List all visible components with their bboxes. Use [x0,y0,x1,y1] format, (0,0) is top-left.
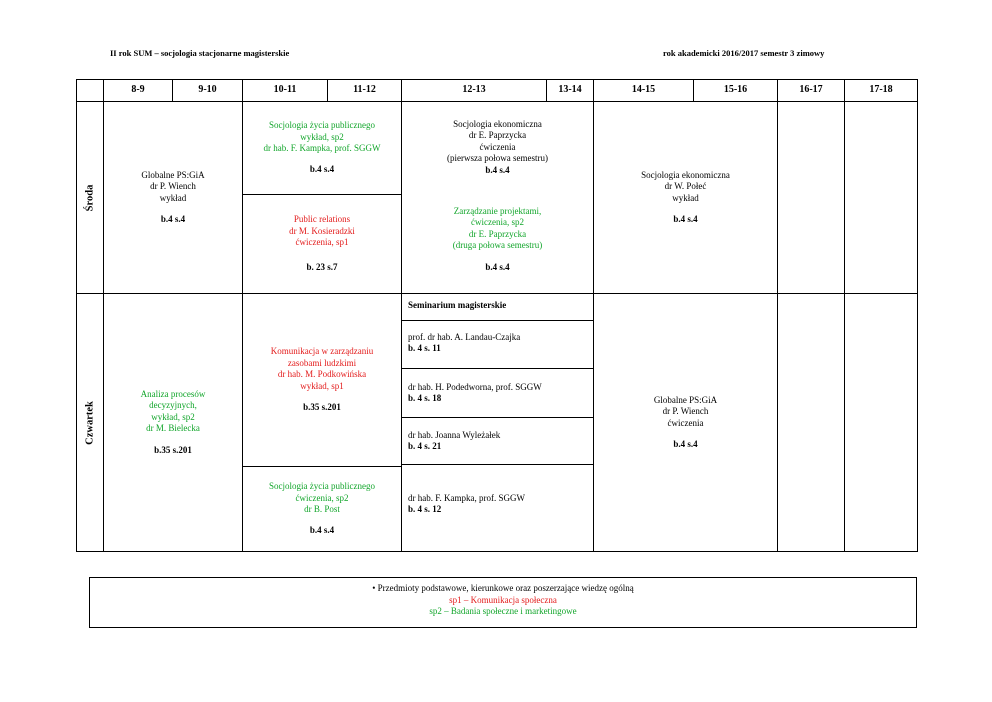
col-header-15-16: 15-16 [723,84,748,95]
class-socjologia-ekonomiczna-cwiczenia: Socjologia ekonomiczna dr E. Paprzycka ćwiczenia (pierwsza połowa semestru) b.4 s.4 [447,119,548,175]
class-socjologia-ekonomiczna-wyklad: Socjologia ekonomiczna dr W. Połeć wykład b.4 s.4 [641,169,730,224]
col-header-17-18: 17-18 [869,84,893,95]
seminarium-item: prof. dr hab. A. Landau-Czajka b. 4 s. 11 [408,332,521,353]
class-globalne-wyklad: Globalne PS:GiA dr P. Wiench wykład b.4 s.4 [141,169,205,224]
academic-year: rok akademicki 2016/2017 semestr 3 zimowy [663,48,825,58]
legend-box [89,577,917,628]
program-title: II rok SUM – socjologia stacjonarne magisterskie [110,48,290,58]
col-header-12-13: 12-13 [462,84,486,95]
legend-sp1: sp1 – Komunikacja społeczna [449,594,557,605]
class-socjologia-zycia-cwiczenia: Socjologia życia publicznego ćwiczenia, sp2 dr B. Post b.4 s.4 [269,481,375,536]
col-header-11-12: 11-12 [353,84,376,95]
seminarium-item: dr hab. F. Kampka, prof. SGGW b. 4 s. 12 [408,493,526,514]
col-header-16-17: 16-17 [799,84,823,95]
col-header-8-9: 8-9 [131,84,145,95]
col-header-14-15: 14-15 [631,84,656,95]
day-label-sroda: Środa [84,184,95,211]
col-header-13-14: 13-14 [558,84,582,95]
col-header-9-10: 9-10 [198,84,217,95]
seminarium-item: dr hab. H. Podedworna, prof. SGGW b. 4 s. 18 [408,382,542,403]
class-komunikacja-w-zarzadzaniu: Komunikacja w zarządzaniu zasobami ludzkimi dr hab. M. Podkowińska wykład, sp1 b.35 s.201 [270,346,374,413]
seminarium-title: Seminarium magisterskie [408,300,507,310]
legend-sp2: sp2 – Badania społeczne i marketingowe [429,606,577,617]
legend-general: • Przedmioty podstawowe, kierunkowe oraz poszerzające wiedzę ogólną [372,583,634,593]
class-public-relations: Public relations dr M. Kosieradzki ćwiczenia, sp1 b. 23 s.7 [289,214,355,273]
class-zarzadzanie-projektami: Zarządzanie projektami, ćwiczenia, sp2 dr E. Paprzycka (druga połowa semestru) b.4 s.4 [452,206,543,272]
class-analiza-procesow: Analiza procesów decyzyjnych, wykład, sp2 dr M. Bielecka b.35 s.201 [140,388,206,455]
timetable [76,79,918,552]
class-globalne-cwiczenia: Globalne PS:GiA dr P. Wiench ćwiczenia b.4 s.4 [653,394,718,449]
day-label-czwartek: Czwartek [84,400,95,445]
seminarium-item: dr hab. Joanna Wyleżałek b. 4 s. 21 [408,430,501,451]
class-socjologia-zycia-wyklad: Socjologia życia publicznego wykład, sp2 dr hab. F. Kampka, prof. SGGW b.4 s.4 [263,120,381,175]
col-header-10-11: 10-11 [273,84,297,95]
